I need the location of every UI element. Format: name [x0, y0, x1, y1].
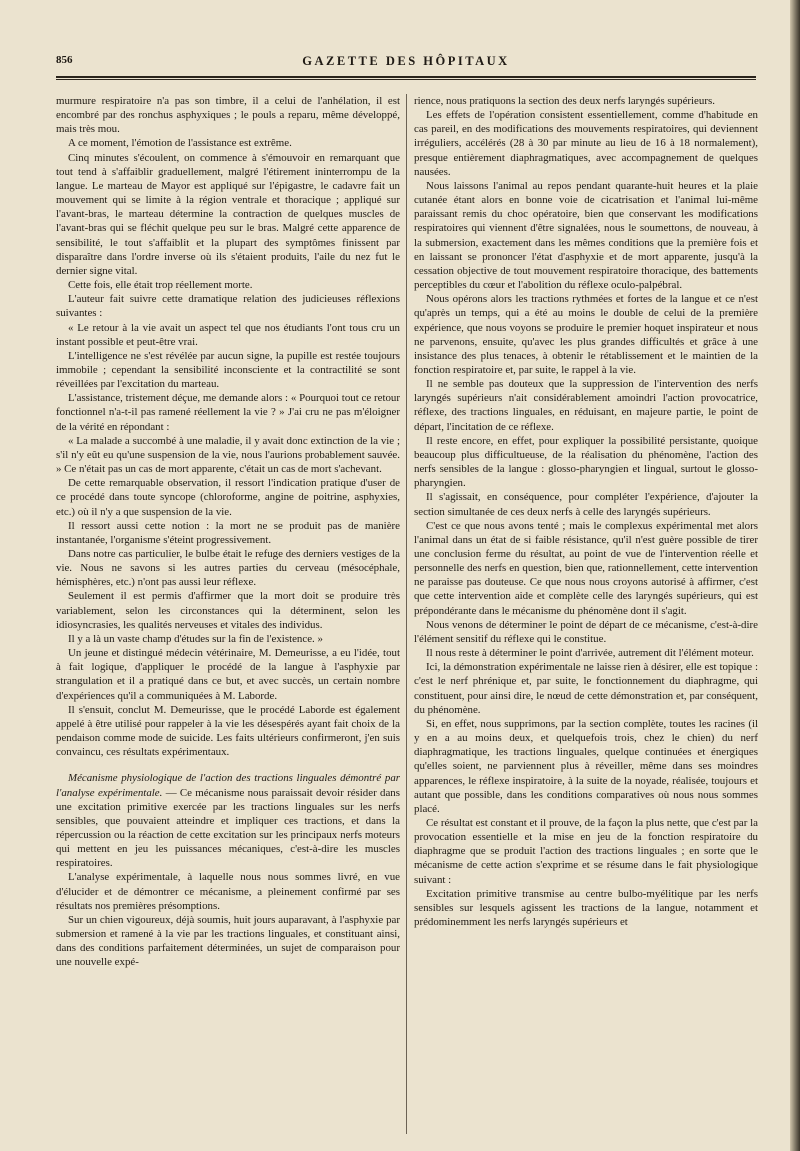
paragraph: Il reste encore, en effet, pour expliquer la possibilité persistante, quoique beaucoup plus difficultueuse, de la réalisation du phénomène, l'action des nerfs sensibles de la langue : glosso-pharyngien et lingual, surtout le glosso-pharyngien. [414, 434, 758, 490]
paragraph: C'est ce que nous avons tenté ; mais le complexus expérimental met alors l'animal dans un état de si faible résistance, qu'il n'est guère possible de tirer une conclusion ferme du résultat, au point de vue de l'intervention réelle et personnelle des nerfs en question, bien que, rationnellement, cette intervention ne paraisse pas douteuse. Ce que nous nous croyons autorisé à affirmer, c'est que cette intervention aide et complète celle des laryngés supérieurs, qui est prépondérante dans le mécanisme du phénomène dont il s'agit. [414, 519, 758, 617]
paragraph: L'analyse expérimentale, à laquelle nous nous sommes livré, en vue d'élucider et de démontrer ce mécanisme, a pleinement confirmé par ses résultats nos premières présomptions. [56, 871, 400, 912]
page-header [56, 52, 756, 74]
paragraph: Il s'ensuit, conclut M. Demeurisse, que le procédé Laborde est également appelé à être utilisé pour rappeler à la vie les désespérés ayant fait choix de la pendaison comme mode de suicide. Les faits ultérieurs confirmeront, j'en suis convaincu, ces résultats expérimentaux. [56, 703, 400, 759]
paragraph: L'assistance, tristement déçue, me demande alors : « Pourquoi tout ce retour fonctionnel n'a-t-il pas ramené réellement la vie ? » J'ai cru ne pas m'éloigner de la vérité en répondant : [56, 392, 400, 433]
paragraph: De cette remarquable observation, il ressort l'indication pratique d'user de ce procédé dans toute syncope (chloroforme, angine de poitrine, asphyxies, etc.) où il n'y a que suspension de la vie. [56, 477, 400, 518]
section-text: — Ce mécanisme nous paraissait devoir résider dans une excitation primitive exercée par les tractions linguales sur les nerfs sensibles, que pouvaient atteindre et impliquer ces tractions, et dans la répercussion ou la réaction de cette excitation sur les principaux nerfs moteurs qui mettent en jeu les puissances mécaniques, c'est-à-dire les muscles respiratoires. [56, 786, 400, 870]
paragraph: Cette fois, elle était trop réellement morte. [68, 279, 253, 292]
column-divider [406, 94, 407, 1134]
book-spine-shadow [790, 0, 800, 1151]
paragraph: Si, en effet, nous supprimons, par la section complète, toutes les racines (il y en a au moins deux, et quelquefois trois, chez le chien) du nerf diaphragmatique, les tractions linguales, quelque continuées et énergiques qu'elles soient, ne parviennent plus à réveiller, même dans ses moindres apparences, le réflexe inspiratoire, à la suite de la noyade, réalisée, toujours et autant que possible, dans les conditions comparatives où nous nous sommes placé. [414, 717, 758, 815]
paragraph: Sur un chien vigoureux, déjà soumis, huit jours auparavant, à l'asphyxie par submersion et ramené à la vie par les tractions linguales, et constituant ainsi, dans des conditions parfaitement déterminées, un sujet de comparaison pour une nouvelle expé- [56, 913, 400, 969]
paragraph: L'auteur fait suivre cette dramatique relation des judicieuses réflexions suivantes : [56, 293, 400, 320]
paragraph: Ici, la démonstration expérimentale ne laisse rien à désirer, elle est topique : c'est le nerf phrénique et, par suite, le fonctionnement du diaphragme, qui constituent, pour ainsi dire, le nœud de cette démonstration et, par conséquent, du phénomène. [414, 661, 758, 716]
paragraph: Un jeune et distingué médecin vétérinaire, M. Demeurisse, a eu l'idée, tout à fait logique, d'appliquer le procédé de la langue à l'asphyxie par strangulation et il a pratiqué dans ce but, et avec succès, un certain nombre d'expériences qu'il a communiquées à M. Laborde. [56, 647, 400, 702]
paragraph: Nous venons de déterminer le point de départ de ce mécanisme, c'est-à-dire l'élément sensitif du réflexe qui le constitue. [414, 618, 758, 645]
paragraph: Il ressort aussi cette notion : la mort ne se produit pas de manière instantanée, l'organisme s'éteint progressivement. [56, 519, 400, 546]
paragraph: Il nous reste à déterminer le point d'arrivée, autrement dit l'élément moteur. [426, 647, 754, 660]
left-column [56, 94, 400, 1134]
paragraph: Nous laissons l'animal au repos pendant quarante-huit heures et la plaie cutanée étant alors en bonne voie de cicatrisation et l'animal lui-même paraissant remis du choc opératoire, bien que conservant les modifications respiratoires qui viennent d'être signalées, nous le soumettons, de nouveau, à la submersion, exactement dans les mêmes conditions que la première fois et en laissant se prononcer l'état d'asphyxie et de mort apparente, jusqu'à la cessation objective de tout mouvement respiratoire thoracique, des battements perceptibles du cœur et l'abolition du réflexe oculo-palpébral. [414, 179, 758, 292]
paragraph: Seulement il est permis d'affirmer que la mort doit se produire très variablement, selon les circonstances qui la déterminent, selon les idiosyncrasies, les qualités nerveuses et vitales des individus. [56, 590, 400, 631]
paragraph: Ce résultat est constant et il prouve, de la façon la plus nette, que c'est par la provocation essentielle et la mise en jeu de la fonction respiratoire du diaphragme que se produit l'action des tractions linguales ; en sorte que le mécanisme de cette action s'exprime et se résume dans le fait physiologique suivant : [414, 816, 758, 886]
paragraph: Dans notre cas particulier, le bulbe était le refuge des derniers vestiges de la vie. Nous ne savons si les autres parties du cerveau (mésocéphale, hémisphères, etc.) n'ont pas aussi leur réflexe. [56, 548, 400, 589]
paragraph: Cinq minutes s'écoulent, on commence à s'émouvoir en remarquant que tout tend à s'affaiblir graduellement, malgré l'étirement ininterrompu de la langue. Le marteau de Mayor est appliqué sur l'épigastre, le cadavre fait un mouvement qui se limite à la région ventrale et thoracique ; appliqué sur l'avant-bras, le marteau détermine la contraction de quelques muscles de l'avant-bras qui se fléchit quelque peu sur le bras. Malgré cette apparence de sensibilité, le tout s'affaiblit et la plupart des symptômes finissent par disparaître dans l'ordre inverse où ils s'étaient produits, l'aile du nez fut le dernier signe vital. [56, 151, 400, 277]
section-paragraph [56, 771, 400, 870]
paragraph: Nous opérons alors les tractions rythmées et fortes de la langue et ce n'est qu'après un temps, qui a été au moins le double de celui de la première expérience, que nous voyons se produire le premier hoquet inspirateur et nous ne parvenons, ensuite, qu'avec les plus grandes difficultés et grâce à une insistance des plus tenaces, à obtenir le rétablissement et le maintien de la fonction respiratoire et, par suite, le rappel à la vie. [414, 293, 758, 376]
paragraph: « La malade a succombé à une maladie, il y avait donc extinction de la vie ; s'il n'y eût eu qu'une suspension de la vie, nous l'aurions probablement sauvée. » Ce n'était pas un cas de mort apparente, c'était un cas de mort s'achevant. [56, 434, 400, 476]
page-number: 856 [56, 54, 73, 66]
paragraph: Il y a là un vaste champ d'études sur la fin de l'existence. » [68, 632, 323, 645]
paragraph: Les effets de l'opération consistent essentiellement, comme d'habitude en cas pareil, en des modifications des mouvements respiratoires, qui deviennent irréguliers, accélérés (28 à 30 par minute au lieu de 16 à 18 normalement), presque entièrement diaphragmatiques, avec accompagnement de quelques nausées. [414, 109, 758, 178]
paragraph: Excitation primitive transmise au centre bulbo-myélitique par les nerfs sensibles sur lesquels agissent les tractions de la langue, notamment et prédominemment les nerfs laryngés supérieurs et [414, 887, 758, 929]
paragraph: A ce moment, l'émotion de l'assistance est extrême. [68, 137, 292, 150]
header-rule [56, 76, 756, 80]
right-column [414, 94, 758, 1134]
paragraph: « Le retour à la vie avait un aspect tel que nos étudiants l'ont tous cru un instant possible et peut-être vrai. [56, 321, 400, 348]
paragraph: L'intelligence ne s'est révélée par aucun signe, la pupille est restée toujours immobile ; cependant la sensibilité inconsciente et la contractilité se sont réveillées par l'excitation du marteau. [56, 349, 400, 391]
paragraph: Il s'agissait, en conséquence, pour compléter l'expérience, d'ajouter la section simultanée de ces deux nerfs à celle des laryngés supérieurs. [414, 491, 758, 518]
section-heading: Mécanisme physiologique de l'action des tractions linguales démontré par l'analyse expérimentale. [56, 772, 400, 799]
paragraph: murmure respiratoire n'a pas son timbre, il a celui de l'anhélation, il est encombré par des ronchus asphyxiques ; le pouls a reparu, même développé, mais très mou. [56, 95, 400, 136]
paragraph: Il ne semble pas douteux que la suppression de l'intervention des nerfs laryngés supérieurs n'ait considérablement amoindri l'action provocatrice, réflexe, des tractions linguales, en réduisant, en majeure partie, le point de départ, l'incitation de ce réflexe. [414, 378, 758, 433]
running-title: GAZETTE DES HÔPITAUX [302, 54, 510, 68]
paragraph: rience, nous pratiquons la section des deux nerfs laryngés supérieurs. [414, 95, 715, 107]
